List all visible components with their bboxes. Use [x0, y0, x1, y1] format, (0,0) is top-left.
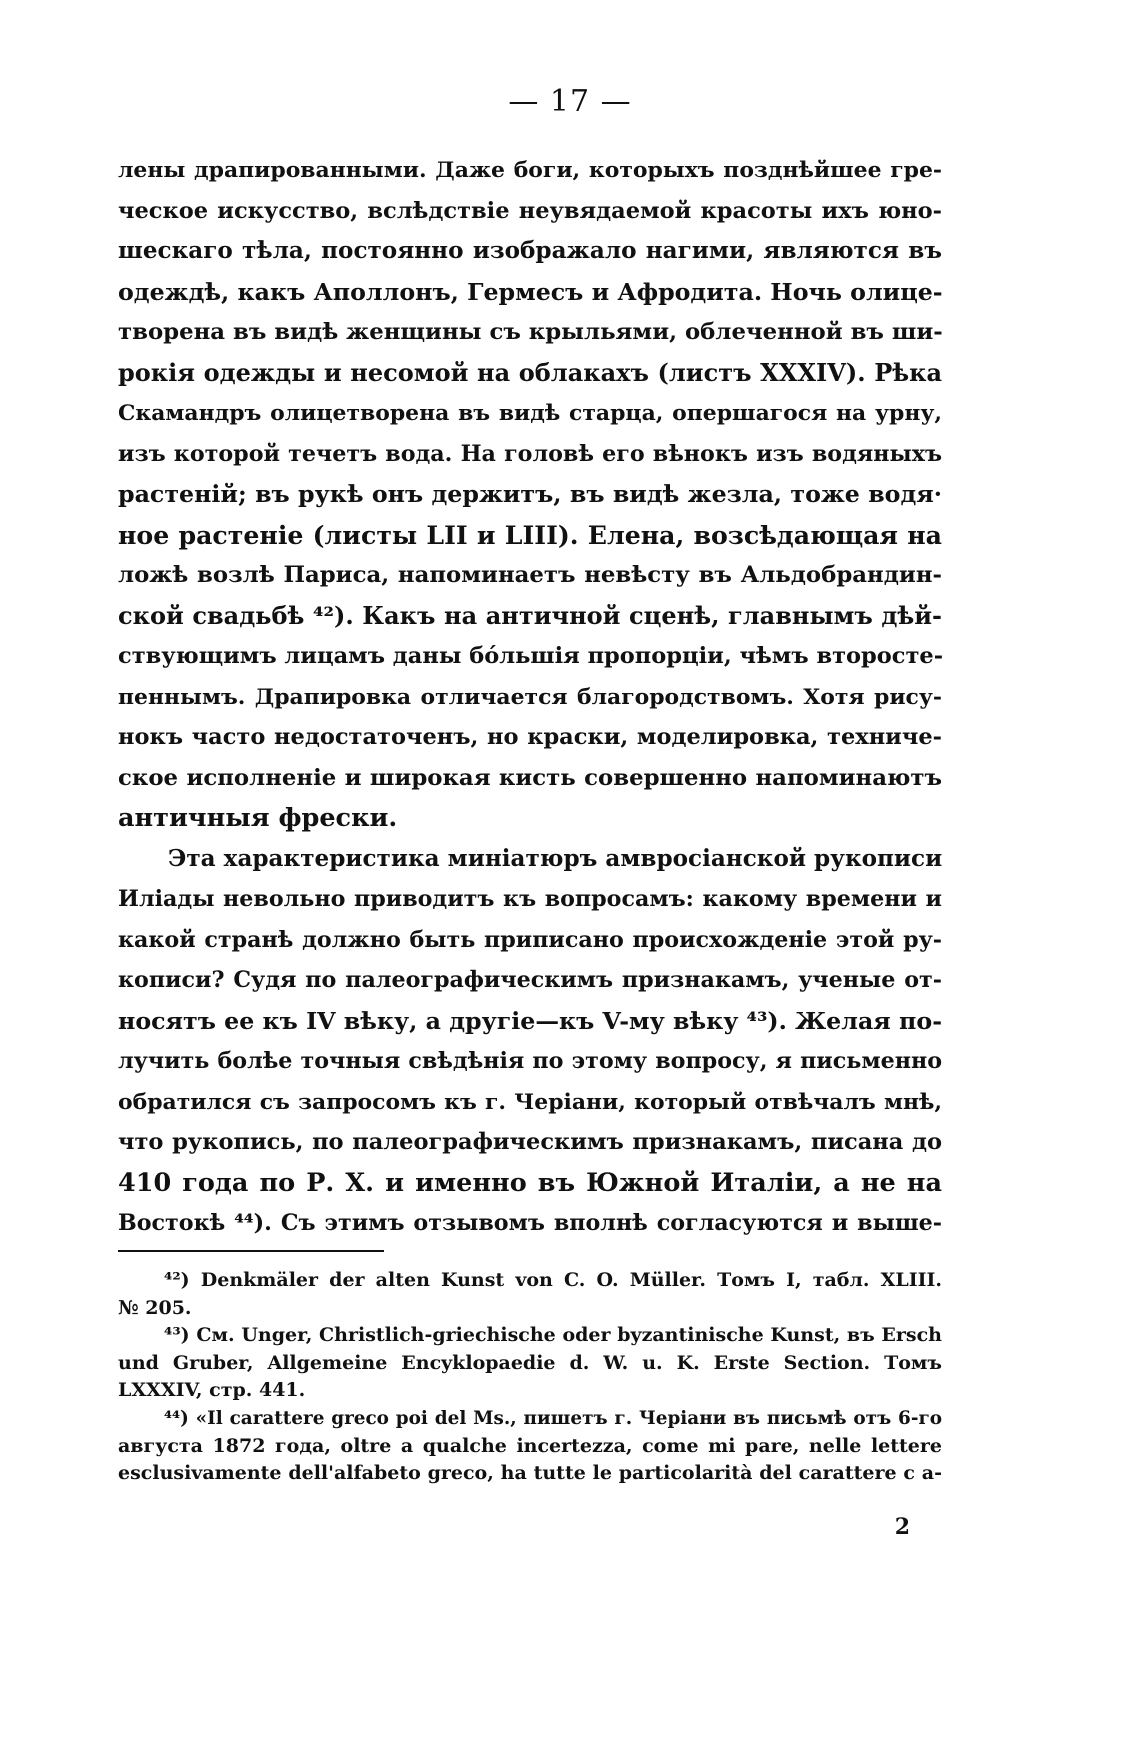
- text-line: ческое искусство, вслѣдствіе неувядаемой красоты ихъ юно-: [118, 197, 942, 224]
- text-line: Иліады невольно приводитъ къ вопросамъ: какому времени и: [118, 886, 942, 912]
- text-line: лучить болѣе точныя свѣдѣнія по этому вопросу, я письменно: [118, 1048, 942, 1074]
- text-line: 410 года по Р. Х. и именно въ Южной Италіи, а не на: [118, 1167, 942, 1198]
- text-line: какой странѣ должно быть приписано происхожденіе этой ру-: [118, 926, 942, 953]
- text-line: ное растеніе (листы LII и LIII). Елена, возсѣдающая на: [118, 519, 942, 550]
- footnote-44-line: ⁴⁴) «Il carattere greco poi del Ms., пишетъ г. Черіани въ письмѣ отъ 6-го: [164, 1407, 942, 1429]
- text-line: нокъ часто недостаточенъ, но краски, моделировка, техниче-: [118, 724, 942, 750]
- footnote-44-line: августа 1872 года, oltre a qualche incertezza, come mi pare, nelle lettere: [118, 1434, 942, 1457]
- text-line: носятъ ее къ IV вѣку, а другіе—къ V-му вѣку ⁴³). Желая по-: [118, 1006, 943, 1035]
- text-line: ское исполненіе и широкая кисть совершенно напоминаютъ: [118, 764, 942, 791]
- main-body-text: [118, 150, 942, 1244]
- text-line: ствующимъ лицамъ даны бóльшія пропорціи, чѣмъ второсте-: [118, 643, 944, 669]
- footnote-43-line: und Gruber, Allgemeine Encyklopaedie d. W. u. K. Erste Section. Томъ: [118, 1351, 942, 1374]
- text-line: античныя фрески.: [118, 803, 398, 833]
- footnote-42-line: № 205.: [118, 1296, 192, 1319]
- text-line: шескаго тѣла, постоянно изображало нагими, являются въ: [118, 237, 942, 264]
- text-line: одеждѣ, какъ Аполлонъ, Гермесъ и Афродита. Ночь олице-: [118, 277, 943, 306]
- text-line: пеннымъ. Драпировка отличается благородствомъ. Хотя рису-: [118, 683, 942, 710]
- text-line: ложѣ возлѣ Париса, напоминаетъ невѣсту въ Альдобрандин-: [118, 562, 942, 588]
- footnote-44-line: esclusivamente dell'alfabeto greco, ha tutte le particolarità del carattere c a-: [118, 1462, 942, 1485]
- footnotes: [118, 1267, 942, 1488]
- text-line: изъ которой течетъ вода. На головѣ его вѣнокъ изъ водяныхъ: [118, 440, 942, 467]
- footnote-42-line: ⁴²) Denkmäler der alten Kunst von C. O. Müller. Томъ I, табл. XLIII.: [164, 1269, 942, 1291]
- text-line: лены драпированными. Даже боги, которыхъ позднѣйшее гре-: [118, 157, 942, 183]
- footnote-43-line: LXXXIV, стр. 441.: [118, 1379, 306, 1402]
- text-line: что рукопись, по палеографическимъ признакамъ, писана до: [118, 1129, 942, 1155]
- signature-mark: 2: [894, 1514, 910, 1540]
- text-line: Скамандръ олицетворена въ видѣ старца, опершагося на урну,: [118, 400, 942, 426]
- text-line: растеній; въ рукѣ онъ держитъ, въ видѣ жезла, тоже водя·: [118, 480, 942, 508]
- footnote-divider: [118, 1250, 384, 1252]
- text-line: ской свадьбѣ ⁴²). Какъ на античной сценѣ, главнымъ дѣй-: [118, 600, 942, 630]
- text-line: творена въ видѣ женщины съ крыльями, облеченной въ ши-: [118, 319, 943, 345]
- paragraph-start-line: Эта характеристика миніатюръ амвросіанской рукописи: [168, 844, 943, 872]
- text-line: кописи? Судя по палеографическимъ признакамъ, ученые от-: [118, 967, 942, 993]
- page-number: — 17 —: [508, 84, 632, 119]
- text-line: Востокѣ ⁴⁴). Съ этимъ отзывомъ вполнѣ согласуются и выше-: [118, 1210, 942, 1236]
- footnote-43-line: ⁴³) См. Unger, Christlich-griechische oder byzantinische Kunst, въ Ersch: [164, 1324, 942, 1347]
- text-line: рокія одежды и несомой на облакахъ (листъ XXXIV). Рѣка: [118, 357, 942, 387]
- text-line: обратился съ запросомъ къ г. Чеpiани, который отвѣчалъ мнѣ,: [118, 1088, 942, 1115]
